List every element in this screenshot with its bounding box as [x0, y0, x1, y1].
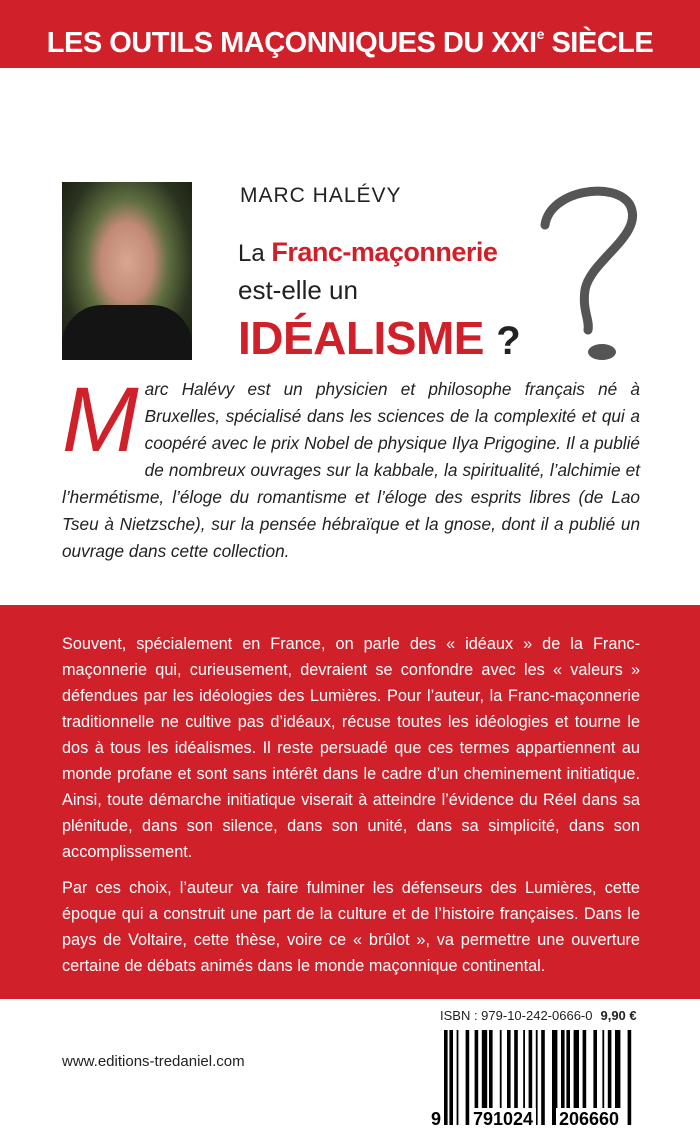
- bio-text: arc Halévy est un physicien et philosophe français né à Bruxelles, spécialisé dans les sciences de la complexité et qui a coopéré avec le prix Nobel de physique Ilya Prigogine. Il a publié de nombreux ouvrages sur la kabbale, la spiritualité, l’alchimie et l’hermétisme, l’éloge du romantisme et l’éloge des esprits libres (de Lao Tseu à Nietzsche), sur la pensée hébraïque et la gnose, dont il a publié un ouvrage dans cette collection.: [62, 379, 640, 561]
- barcode-bar: [449, 1030, 453, 1125]
- barcode-bar: [541, 1030, 545, 1125]
- title-line-1: [238, 236, 497, 270]
- title-main-word: IDÉALISME: [238, 312, 484, 364]
- barcode-bar: [444, 1030, 448, 1125]
- barcode-bar: [628, 1030, 632, 1125]
- isbn-price: [440, 1008, 637, 1024]
- barcode-bar: [457, 1030, 459, 1125]
- barcode-digits-2: 791024: [470, 1108, 536, 1130]
- question-mark-drawing: [530, 180, 650, 370]
- title-prefix: La: [238, 240, 272, 267]
- author-photo: [62, 182, 192, 360]
- summary-paragraph-2: Par ces choix, l’auteur va faire fulminer les défenseurs des Lumières, cette époque qui a construit une part de la culture et de l’histoire françaises. Dans le pays de Voltaire, cette thèse, voire ce « brûlot », va permettre une ouverture certaine de débats animés dans le monde maçonnique continental.: [62, 879, 640, 975]
- barcode-digits-3: 206660: [556, 1108, 622, 1130]
- price: 9,90 €: [600, 1008, 637, 1023]
- isbn: ISBN : 979-10-242-0666-0: [440, 1008, 593, 1023]
- title-question-mark: ?: [496, 319, 521, 363]
- title-highlight: Franc-maçonnerie: [271, 237, 498, 267]
- publisher-website[interactable]: www.editions-tredaniel.com: [62, 1053, 245, 1070]
- series-title: LES OUTILS MAÇONNIQUES DU XXI: [46, 27, 537, 59]
- author-photo-shirt: [62, 305, 192, 360]
- series-title-sup: e: [536, 26, 544, 42]
- author-name: MARC HALÉVY: [240, 184, 402, 207]
- title-line-3: [238, 312, 520, 367]
- summary-paragraph-1: Souvent, spécialement en France, on parle des « idéaux » de la Franc-maçonnerie qui, curieusement, devraient se confondre avec les « valeurs » défendues par les idéologies des Lumières. Pour l’auteur, la Franc-maçonnerie traditionnelle ne cultive pas d’idéaux, récuse toutes les idéologies et tourne le dos à tous les idéalismes. Il reste persuadé que ces termes appartiennent au monde profane et sont sans intérêt dans le cadre d’un cheminement initiatique. Ainsi, toute démarche initiatique viserait à atteindre l’évidence du Réel dans sa plénitude, dans son silence, dans son unité, dans sa simplicité, dans son accomplissement.: [62, 635, 640, 861]
- drop-cap: M: [62, 369, 139, 471]
- author-bio: [62, 369, 640, 565]
- series-banner: [0, 0, 700, 68]
- title-line-2: est-elle un: [238, 275, 358, 305]
- series-title-end: SIÈCLE: [543, 27, 654, 59]
- barcode-bar: [466, 1030, 470, 1125]
- barcode-digit-1: 9: [428, 1108, 444, 1130]
- summary-section: [0, 605, 700, 999]
